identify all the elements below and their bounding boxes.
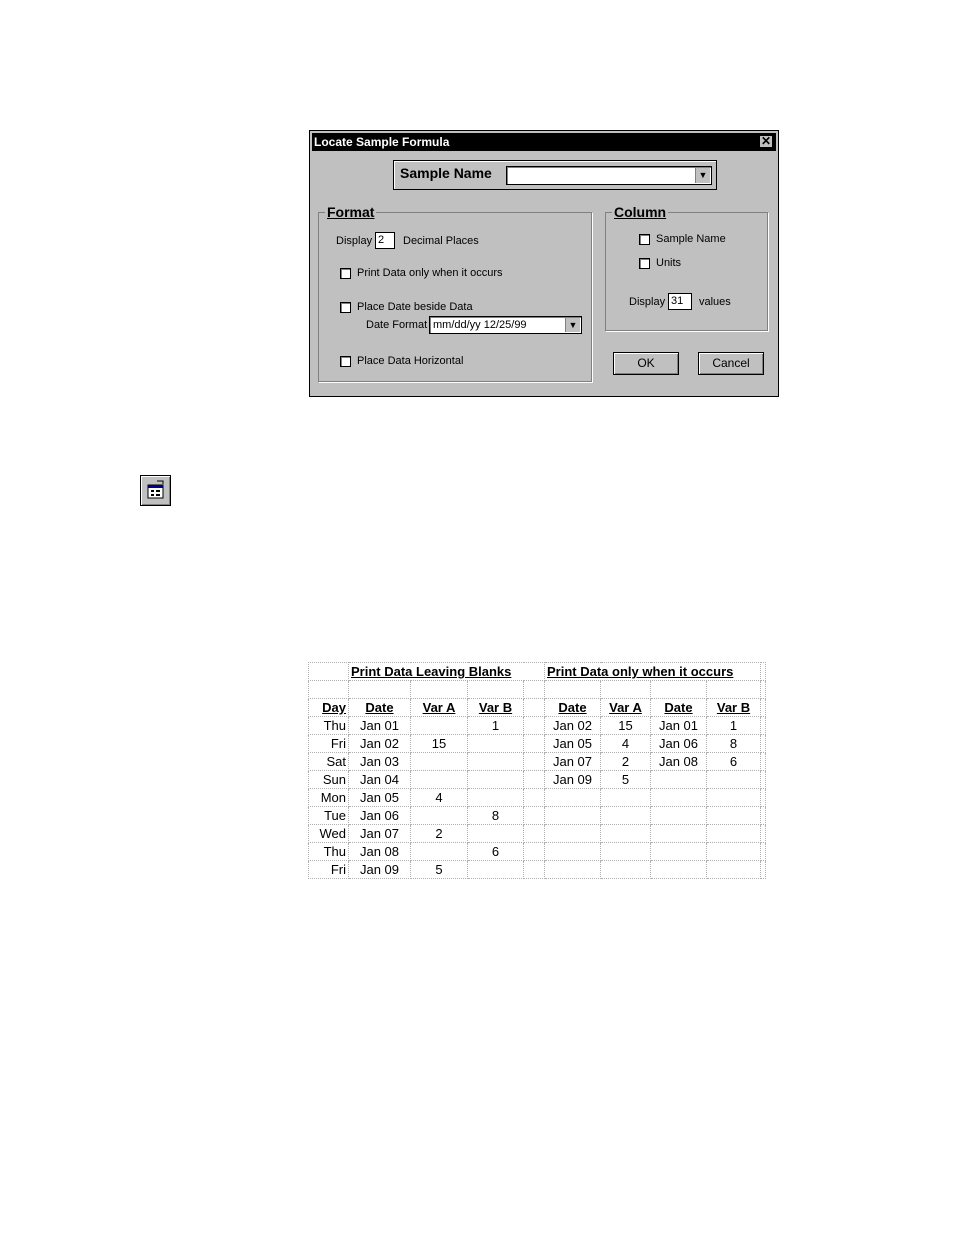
table-cell	[651, 807, 707, 825]
table-row	[309, 825, 766, 843]
table-cell	[761, 717, 766, 735]
table-cell	[601, 807, 651, 825]
table-cell	[545, 789, 601, 807]
decimal-places-label: Decimal Places	[403, 235, 479, 247]
units-checkbox[interactable]	[639, 258, 650, 269]
table-cell	[761, 663, 766, 681]
table-row	[309, 861, 766, 879]
table-cell	[524, 717, 545, 735]
table-cell	[651, 861, 707, 879]
table-cell	[545, 861, 601, 879]
header-day: Day	[309, 699, 349, 717]
column-sample-name-checkbox[interactable]	[639, 234, 650, 245]
table-cell: 8	[707, 735, 761, 753]
table-cell	[601, 861, 651, 879]
place-horizontal-label: Place Data Horizontal	[357, 355, 464, 367]
table-cell: Thu	[309, 843, 349, 861]
table-cell: Mon	[309, 789, 349, 807]
cancel-button[interactable]: Cancel	[698, 352, 764, 375]
table-cell	[524, 771, 545, 789]
header-var-a: Var A	[411, 699, 468, 717]
table-row	[309, 771, 766, 789]
group2-title: Print Data only when it occurs	[545, 663, 761, 681]
table-cell	[468, 789, 524, 807]
header-date-2: Date	[545, 699, 601, 717]
table-cell	[524, 753, 545, 771]
sample-name-frame	[393, 160, 717, 190]
place-date-label: Place Date beside Data	[357, 301, 473, 313]
table-cell: Fri	[309, 735, 349, 753]
table-cell	[651, 843, 707, 861]
table-cell: 6	[468, 843, 524, 861]
table-cell: Jan 02	[545, 717, 601, 735]
table-cell	[468, 771, 524, 789]
table-cell	[309, 663, 349, 681]
table-cell: Jan 09	[349, 861, 411, 879]
format-group	[318, 204, 592, 382]
table-cell	[761, 771, 766, 789]
form-icon-graphic	[141, 476, 170, 505]
units-label: Units	[656, 257, 682, 269]
table-cell	[651, 789, 707, 807]
sample-name-combo[interactable]	[506, 166, 712, 185]
date-format-combo[interactable]	[429, 316, 582, 334]
table-cell	[545, 825, 601, 843]
table-cell: 4	[601, 735, 651, 753]
table-cell	[761, 825, 766, 843]
table-cell	[601, 825, 651, 843]
table-cell	[524, 789, 545, 807]
table-cell	[468, 753, 524, 771]
table-cell	[524, 843, 545, 861]
table-cell	[651, 825, 707, 843]
ok-button[interactable]: OK	[613, 352, 679, 375]
table-cell: Jan 05	[545, 735, 601, 753]
table-cell	[761, 789, 766, 807]
table-cell: 2	[601, 753, 651, 771]
sample-name-label: Sample Name	[400, 165, 492, 181]
table-cell: 1	[468, 717, 524, 735]
table-cell: Jan 07	[349, 825, 411, 843]
table-cell	[524, 861, 545, 879]
table-cell	[761, 753, 766, 771]
table-cell	[707, 843, 761, 861]
table-cell	[707, 789, 761, 807]
table-cell: 6	[707, 753, 761, 771]
column-group	[605, 204, 768, 331]
table-cell: 1	[707, 717, 761, 735]
table-cell: Jan 05	[349, 789, 411, 807]
dialog-titlebar[interactable]	[312, 133, 776, 151]
table-row	[309, 717, 766, 735]
dialog-title: Locate Sample Formula	[314, 135, 450, 149]
table-cell	[524, 825, 545, 843]
table-cell: Jan 07	[545, 753, 601, 771]
table-cell: 15	[601, 717, 651, 735]
table-cell: 15	[411, 735, 468, 753]
display-label: Display	[336, 235, 373, 247]
table-cell	[761, 843, 766, 861]
table-cell: Jan 06	[651, 735, 707, 753]
date-format-value: mm/dd/yy 12/25/99	[433, 319, 527, 331]
table-cell	[761, 807, 766, 825]
table-cell	[411, 753, 468, 771]
place-horizontal-checkbox[interactable]	[340, 356, 351, 367]
group-title-row	[309, 663, 766, 681]
table-cell	[651, 771, 707, 789]
table-cell	[524, 735, 545, 753]
table-cell: Jan 06	[349, 807, 411, 825]
table-cell	[545, 843, 601, 861]
table-cell	[707, 807, 761, 825]
table-row	[309, 843, 766, 861]
table-cell: Jan 09	[545, 771, 601, 789]
table-cell: Wed	[309, 825, 349, 843]
table-cell	[761, 861, 766, 879]
table-row	[309, 789, 766, 807]
table-body	[309, 717, 766, 879]
table-cell: Tue	[309, 807, 349, 825]
table-cell: Fri	[309, 861, 349, 879]
table-cell: Jan 03	[349, 753, 411, 771]
table-cell: Jan 04	[349, 771, 411, 789]
table-cell: Sun	[309, 771, 349, 789]
table-cell: 8	[468, 807, 524, 825]
table-cell	[468, 735, 524, 753]
table-cell: Jan 02	[349, 735, 411, 753]
table-cell: 2	[411, 825, 468, 843]
table-cell: 5	[411, 861, 468, 879]
table-row	[309, 807, 766, 825]
column-group-title: Column	[614, 204, 667, 220]
table-row	[309, 753, 766, 771]
table-cell	[468, 825, 524, 843]
table-cell: 4	[411, 789, 468, 807]
table-cell: 5	[601, 771, 651, 789]
column-sample-name-label: Sample Name	[656, 233, 726, 245]
column-display-label: Display	[629, 296, 666, 308]
table-cell	[707, 825, 761, 843]
locate-sample-formula-tool-icon[interactable]	[140, 475, 171, 506]
column-display-input[interactable]: 31	[668, 293, 692, 310]
chevron-down-icon[interactable]: ▼	[565, 318, 580, 332]
table-cell: Jan 01	[349, 717, 411, 735]
table-cell	[545, 807, 601, 825]
place-date-checkbox[interactable]	[340, 302, 351, 313]
header-date-3: Date	[651, 699, 707, 717]
table-row	[309, 735, 766, 753]
group1-title: Print Data Leaving Blanks	[349, 663, 545, 681]
table-cell: Jan 01	[651, 717, 707, 735]
spacer-row	[309, 681, 766, 699]
format-group-title: Format	[327, 204, 375, 220]
table-cell	[601, 789, 651, 807]
values-label: values	[699, 296, 731, 308]
print-only-label: Print Data only when it occurs	[357, 267, 503, 279]
date-format-label: Date Format	[366, 319, 428, 331]
table-cell	[411, 807, 468, 825]
header-date: Date	[349, 699, 411, 717]
table-cell	[707, 861, 761, 879]
header-var-a-2: Var A	[601, 699, 651, 717]
table-cell: Jan 08	[651, 753, 707, 771]
table-cell	[707, 771, 761, 789]
close-icon[interactable]: ✕	[760, 134, 772, 148]
print-only-checkbox[interactable]	[340, 268, 351, 279]
table-cell: Sat	[309, 753, 349, 771]
table-cell: Jan 08	[349, 843, 411, 861]
decimal-places-input[interactable]: 2	[375, 232, 395, 249]
table-cell	[468, 861, 524, 879]
chevron-down-icon[interactable]: ▼	[695, 168, 710, 183]
table-cell	[761, 735, 766, 753]
locate-sample-formula-dialog	[309, 130, 779, 397]
table-cell	[411, 717, 468, 735]
header-row	[309, 699, 766, 717]
table-cell	[524, 807, 545, 825]
header-var-b-2: Var B	[707, 699, 761, 717]
table-cell	[411, 771, 468, 789]
table-cell	[411, 843, 468, 861]
header-var-b: Var B	[468, 699, 524, 717]
table-cell: Thu	[309, 717, 349, 735]
table-cell	[601, 843, 651, 861]
sample-data-table	[308, 662, 766, 879]
